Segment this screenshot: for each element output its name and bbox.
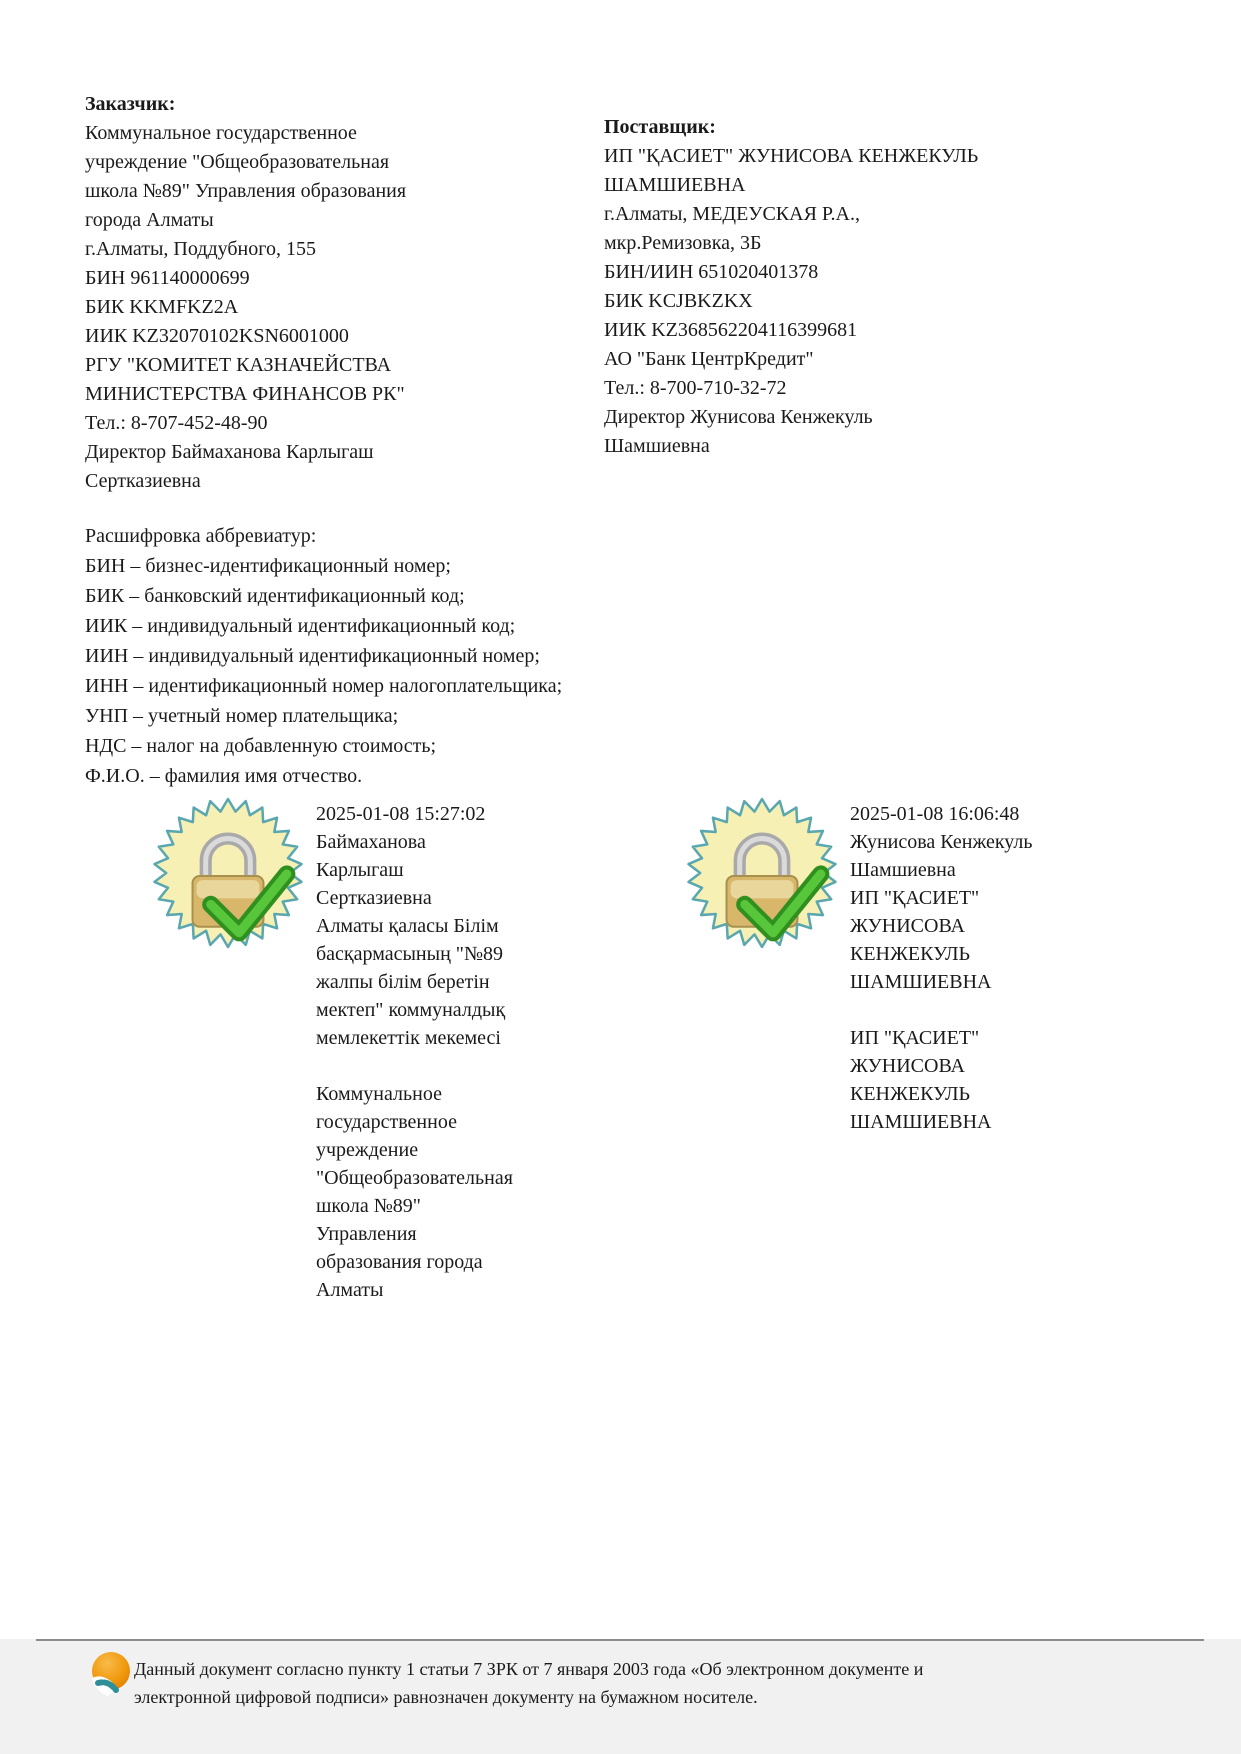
signature-line: образования города [316, 1251, 483, 1273]
signature-left-lines [316, 800, 586, 1304]
signature-line: Жунисова Кенжекуль [850, 831, 1033, 853]
footer-note [134, 1655, 1194, 1711]
abbreviation-item: ИИК – индивидуальный идентификационный код; [85, 615, 516, 637]
abbreviation-item: ИИН – индивидуальный идентификационный номер; [85, 645, 540, 667]
customer-line: г.Алматы, Поддубного, 155 [85, 238, 316, 260]
supplier-line: ИП "ҚАСИЕТ" ЖУНИСОВА КЕНЖЕКУЛЬ [604, 145, 979, 167]
abbreviation-item: БИК – банковский идентификационный код; [85, 585, 465, 607]
customer-lines [85, 119, 515, 496]
footer-divider [36, 1639, 1204, 1641]
signature-line: жалпы білім беретін [316, 971, 490, 993]
customer-line: учреждение "Общеобразовательная [85, 151, 390, 173]
signature-line: ЖУНИСОВА [850, 915, 965, 937]
signature-line: ИП "ҚАСИЕТ" [850, 1027, 980, 1049]
signature-line: 2025-01-08 15:27:02 [316, 803, 486, 825]
signature-right-lines [850, 800, 1120, 1136]
customer-title: Заказчик: [85, 93, 176, 115]
abbreviation-item: УНП – учетный номер плательщика; [85, 705, 399, 727]
abbreviations-list [85, 551, 785, 791]
customer-line: Коммунальное государственное [85, 122, 357, 144]
signature-line [850, 996, 1120, 1024]
supplier-line: ИИК KZ368562204116399681 [604, 319, 858, 341]
customer-line: школа №89" Управления образования [85, 180, 407, 202]
seal-lock-check-icon [686, 797, 838, 949]
abbreviations-block [85, 521, 785, 791]
customer-line: Директор Баймаханова Карлыгаш [85, 441, 374, 463]
customer-line: БИК KKMFKZ2A [85, 296, 239, 318]
abbreviations-title: Расшифровка аббревиатур: [85, 525, 317, 547]
seal-lock-check-icon [152, 797, 304, 949]
signature-line: Шамшиевна [850, 859, 956, 881]
supplier-line: БИН/ИИН 651020401378 [604, 261, 819, 283]
signature-line: ШАМШИЕВНА [850, 1111, 992, 1133]
supplier-line: ШАМШИЕВНА [604, 174, 746, 196]
signature-line: Карлыгаш [316, 859, 404, 881]
signature-line: государственное [316, 1111, 457, 1133]
supplier-line: БИК KCJBKZKX [604, 290, 753, 312]
abbreviation-item: НДС – налог на добавленную стоимость; [85, 735, 437, 757]
signature-line: КЕНЖЕКУЛЬ [850, 1083, 971, 1105]
customer-line: БИН 961140000699 [85, 267, 250, 289]
signature-line: Сертказиевна [316, 887, 432, 909]
signature-line: ЖУНИСОВА [850, 1055, 965, 1077]
abbreviation-item: ИНН – идентификационный номер налогоплательщика; [85, 675, 563, 697]
digital-signature-logo-icon [88, 1650, 136, 1702]
footer-note-lines [134, 1655, 1194, 1711]
abbreviation-item: БИН – бизнес-идентификационный номер; [85, 555, 451, 577]
customer-line: Тел.: 8-707-452-48-90 [85, 412, 268, 434]
signature-line: Алматы қаласы Білім [316, 915, 499, 937]
customer-line: города Алматы [85, 209, 214, 231]
signature-line: ШАМШИЕВНА [850, 971, 992, 993]
customer-line: РГУ "КОМИТЕТ КАЗНАЧЕЙСТВА [85, 354, 392, 376]
signature-line: Алматы [316, 1279, 384, 1301]
signature-line: КЕНЖЕКУЛЬ [850, 943, 971, 965]
supplier-line: Директор Жунисова Кенжекуль [604, 406, 873, 428]
supplier-line: Шамшиевна [604, 435, 710, 457]
supplier-line: Тел.: 8-700-710-32-72 [604, 377, 787, 399]
abbreviation-item: Ф.И.О. – фамилия имя отчество. [85, 765, 363, 787]
supplier-title: Поставщик: [604, 116, 716, 138]
signature-left-text [316, 800, 586, 1304]
supplier-block [604, 113, 1084, 461]
signature-line: ИП "ҚАСИЕТ" [850, 887, 980, 909]
footer-note-line: электронной цифровой подписи» равнозначен документу на бумажном носителе. [134, 1687, 758, 1707]
signature-line: басқармасының "№89 [316, 943, 504, 965]
signature-line: мемлекеттік мекемесі [316, 1027, 501, 1049]
signature-right-text [850, 800, 1120, 1136]
customer-block [85, 90, 515, 496]
signature-line: Управления [316, 1223, 417, 1245]
customer-line: Сертказиевна [85, 470, 201, 492]
footer-note-line: Данный документ согласно пункту 1 статьи 7 ЗРК от 7 января 2003 года «Об электронном документе и [134, 1659, 924, 1679]
signature-line: Баймаханова [316, 831, 426, 853]
signature-line: школа №89" [316, 1195, 421, 1217]
signature-line [316, 1052, 586, 1080]
signature-line: 2025-01-08 16:06:48 [850, 803, 1020, 825]
supplier-lines [604, 142, 1084, 461]
customer-line: ИИК KZ32070102KSN6001000 [85, 325, 349, 347]
supplier-line: г.Алматы, МЕДЕУСКАЯ Р.А., [604, 203, 860, 225]
signature-line: Коммунальное [316, 1083, 442, 1105]
signature-line: учреждение [316, 1139, 419, 1161]
supplier-line: АО "Банк ЦентрКредит" [604, 348, 814, 370]
supplier-line: мкр.Ремизовка, 3Б [604, 232, 762, 254]
signature-line: "Общеобразовательная [316, 1167, 513, 1189]
customer-line: МИНИСТЕРСТВА ФИНАНСОВ РК" [85, 383, 405, 405]
signature-line: мектеп" коммуналдық [316, 999, 506, 1021]
